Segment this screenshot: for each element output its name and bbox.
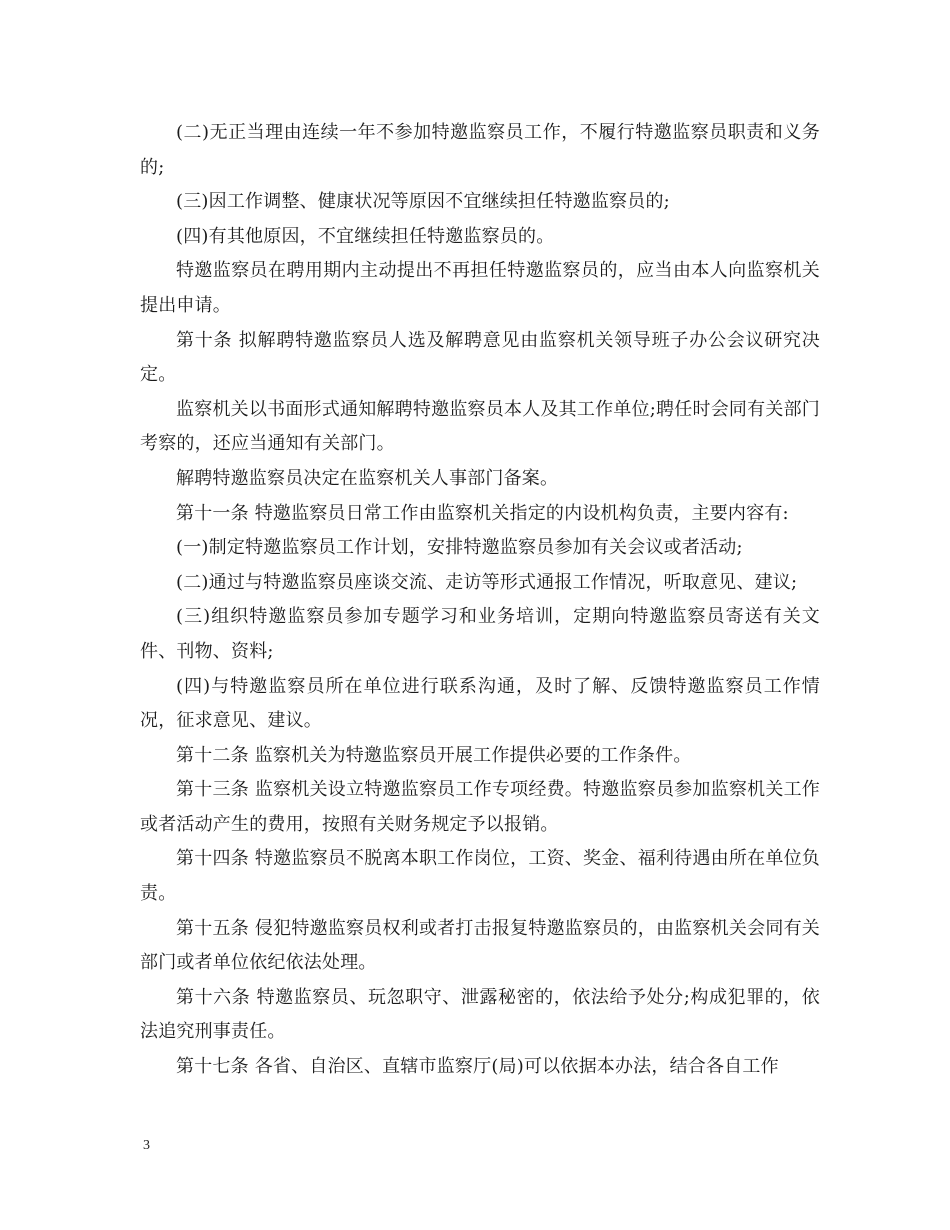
paragraph: 监察机关以书面形式通知解聘特邀监察员本人及其工作单位;聘任时会同有关部门考察的，还应当通知有关部门。 [140,398,820,455]
paragraph: 第十七条 各省、自治区、直辖市监察厅(局)可以依据本办法，结合各自工作 [176,1056,779,1078]
paragraph: (四)与特邀监察员所在单位进行联系沟通，及时了解、反馈特邀监察员工作情况，征求意见、建议。 [140,675,820,732]
paragraph: 特邀监察员在聘用期内主动提出不再担任特邀监察员的，应当由本人向监察机关提出申请。 [140,260,820,316]
document-body [140,116,820,1085]
paragraph: (三)组织特邀监察员参加专题学习和业务培训，定期向特邀监察员寄送有关文件、刊物、资料; [140,606,820,662]
paragraph: 第十条 拟解聘特邀监察员人选及解聘意见由监察机关领导班子办公会议研究决定。 [140,329,820,386]
paragraph: 第十五条 侵犯特邀监察员权利或者打击报复特邀监察员的，由监察机关会同有关部门或者单位依纪依法处理。 [140,917,820,974]
paragraph: 第十二条 监察机关为特邀监察员开展工作提供必要的工作条件。 [176,744,692,766]
paragraph: 第十三条 监察机关设立特邀监察员工作专项经费。特邀监察员参加监察机关工作或者活动产生的费用，按照有关财务规定予以报销。 [140,779,820,835]
paragraph: 解聘特邀监察员决定在监察机关人事部门备案。 [176,467,559,489]
paragraph: 第十六条 特邀监察员、玩忽职守、泄露秘密的，依法给予处分;构成犯罪的，依法追究刑事责任。 [140,986,820,1043]
paragraph: (二)通过与特邀监察员座谈交流、走访等形式通报工作情况，听取意见、建议; [176,571,798,593]
page-number: 3 [143,1138,150,1153]
paragraph: 第十四条 特邀监察员不脱离本职工作岗位，工资、奖金、福利待遇由所在单位负责。 [140,848,820,905]
paragraph: (二)无正当理由连续一年不参加特邀监察员工作，不履行特邀监察员职责和义务的; [140,122,820,178]
paragraph: (四)有其他原因，不宜继续担任特邀监察员的。 [176,225,555,247]
paragraph: (三)因工作调整、健康状况等原因不宜继续担任特邀监察员的; [176,191,670,213]
paragraph: (一)制定特邀监察员工作计划，安排特邀监察员参加有关会议或者活动; [176,537,743,559]
paragraph: 第十一条 特邀监察员日常工作由监察机关指定的内设机构负责，主要内容有: [176,502,789,524]
